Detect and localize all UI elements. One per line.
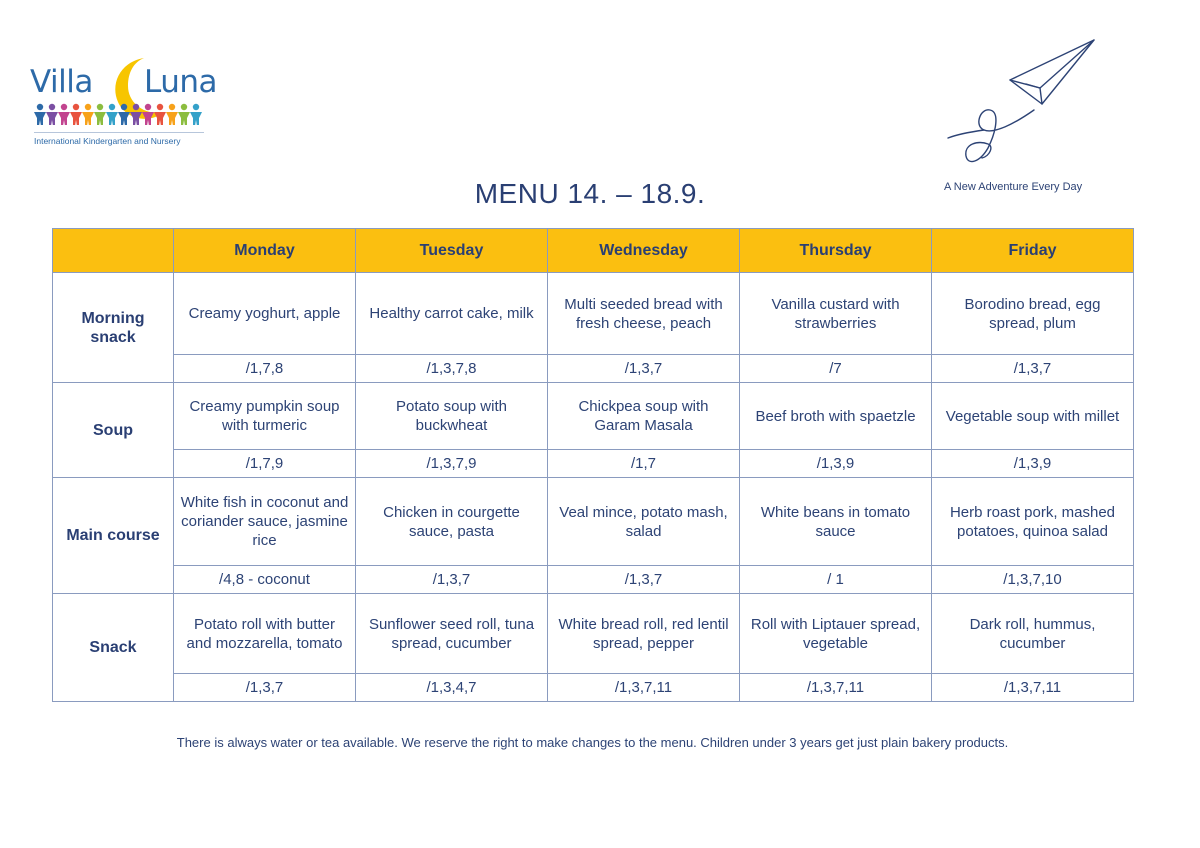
meal-label-snack: Snack: [53, 594, 174, 702]
children-row-icon: [34, 102, 206, 126]
dish-cell: Veal mince, potato mash, salad: [548, 478, 740, 566]
allergen-cell: / 1: [740, 566, 932, 594]
meal-label-main-course: Main course: [53, 478, 174, 594]
allergen-cell: /1,3,7: [356, 566, 548, 594]
child-figure: [154, 104, 166, 125]
menu-table: [52, 228, 1134, 702]
allergen-cell: /1,3,7,11: [548, 674, 740, 702]
child-figure: [58, 104, 70, 125]
allergen-cell: /1,3,7,10: [932, 566, 1134, 594]
allergen-cell: /1,3,7,8: [356, 355, 548, 383]
day-header-wednesday: Wednesday: [548, 229, 740, 273]
dish-cell: Healthy carrot cake, milk: [356, 273, 548, 355]
allergen-cell: /1,3,7: [548, 355, 740, 383]
dish-cell: Beef broth with spaetzle: [740, 383, 932, 450]
allergen-cell: /1,3,7: [932, 355, 1134, 383]
allergen-cell: /1,3,7: [548, 566, 740, 594]
day-header-monday: Monday: [174, 229, 356, 273]
child-figure: [190, 104, 202, 125]
morning-snack-allergens-row: [53, 355, 1134, 383]
allergen-cell: /1,3,4,7: [356, 674, 548, 702]
logo-word-luna: Luna: [144, 64, 218, 100]
meal-name: Morning snack: [81, 309, 145, 346]
slogan: A New Adventure Every Day: [944, 181, 1083, 193]
child-figure: [46, 104, 58, 125]
meal-label-morning-snack: [53, 273, 174, 383]
child-figure: [106, 104, 118, 125]
dish-cell: Vanilla custard with strawberries: [740, 273, 932, 355]
morning-snack-dishes-row: [53, 273, 1134, 355]
villa-luna-logo: [30, 52, 240, 152]
soup-allergens-row: [53, 450, 1134, 478]
soup-dishes-row: [53, 383, 1134, 450]
dish-cell: Dark roll, hummus, cucumber: [932, 594, 1134, 674]
dish-cell: White bread roll, red lentil spread, pepper: [548, 594, 740, 674]
dish-cell: Creamy yoghurt, apple: [174, 273, 356, 355]
snack-allergens-row: [53, 674, 1134, 702]
logo-word-villa: Villa: [30, 64, 93, 100]
dish-cell: White beans in tomato sauce: [740, 478, 932, 566]
menu-title: MENU 14. – 18.9.: [474, 178, 706, 209]
child-figure: [166, 104, 178, 125]
allergen-cell: /4,8 - coconut: [174, 566, 356, 594]
dish-cell: Sunflower seed roll, tuna spread, cucumber: [356, 594, 548, 674]
child-figure: [70, 104, 82, 125]
allergen-cell: /1,7: [548, 450, 740, 478]
allergen-cell: /1,3,7,11: [740, 674, 932, 702]
dish-cell: Creamy pumpkin soup with turmeric: [174, 383, 356, 450]
dish-cell: Potato roll with butter and mozzarella, tomato: [174, 594, 356, 674]
child-figure: [118, 104, 130, 125]
dish-cell: Vegetable soup with millet: [932, 383, 1134, 450]
main-course-allergens-row: [53, 566, 1134, 594]
header-row: [53, 229, 1134, 273]
allergen-cell: /1,3,7,9: [356, 450, 548, 478]
allergen-cell: /7: [740, 355, 932, 383]
allergen-cell: /1,3,7,11: [932, 674, 1134, 702]
corner-cell: [53, 229, 174, 273]
dish-cell: Potato soup with buckwheat: [356, 383, 548, 450]
day-header-friday: Friday: [932, 229, 1134, 273]
logo-divider: [34, 132, 204, 133]
meal-label-soup: Soup: [53, 383, 174, 478]
dish-cell: Chicken in courgette sauce, pasta: [356, 478, 548, 566]
dish-cell: Multi seeded bread with fresh cheese, peach: [548, 273, 740, 355]
allergen-cell: /1,7,8: [174, 355, 356, 383]
allergen-cell: /1,3,9: [932, 450, 1134, 478]
paper-plane-icon: [944, 38, 1104, 173]
footnote: There is always water or tea available. We reserve the right to make changes to the menu. Children under 3 years get just plain bakery products.: [176, 735, 1009, 750]
child-figure: [82, 104, 94, 125]
snack-dishes-row: [53, 594, 1134, 674]
day-header-thursday: Thursday: [740, 229, 932, 273]
allergen-cell: /1,3,9: [740, 450, 932, 478]
child-figure: [142, 104, 154, 125]
dish-cell: Borodino bread, egg spread, plum: [932, 273, 1134, 355]
dish-cell: Herb roast pork, mashed potatoes, quinoa salad: [932, 478, 1134, 566]
child-figure: [94, 104, 106, 125]
child-figure: [130, 104, 142, 125]
allergen-cell: /1,3,7: [174, 674, 356, 702]
child-figure: [34, 104, 46, 125]
day-header-tuesday: Tuesday: [356, 229, 548, 273]
main-course-dishes-row: [53, 478, 1134, 566]
child-figure: [178, 104, 190, 125]
dish-cell: Chickpea soup with Garam Masala: [548, 383, 740, 450]
dish-cell: White fish in coconut and coriander sauce, jasmine rice: [174, 478, 356, 566]
logo-tagline: International Kindergarten and Nursery: [34, 136, 181, 146]
dish-cell: Roll with Liptauer spread, vegetable: [740, 594, 932, 674]
allergen-cell: /1,7,9: [174, 450, 356, 478]
